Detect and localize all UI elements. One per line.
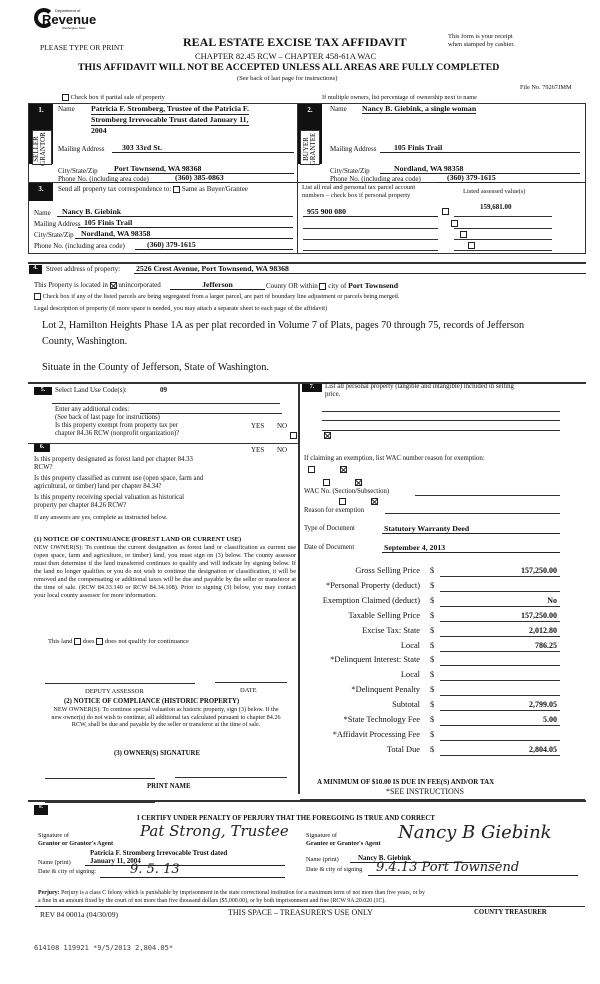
current-use-no-checkbox[interactable] <box>355 479 362 486</box>
seller-phone: (360) 385-0863 <box>165 173 294 183</box>
grantee-name-print-label: Name (print) <box>306 856 339 863</box>
notice1-body: NEW OWNER(S): To continue the current designation as forest land or classification as current use (open space, farm and agriculture, or timber) land, you must sign on (3) below. The county assessor must then determine if the land transferred continues to qualify and will indicate by signing below. If the land no longer qualifies or you do not wish to continue the designation or classification, it will be removed and the compensating or additional taxes will be due and payable by the seller or transferor at the time of sale. (RCW 84.33.140 or RCW 84.34.108). Prior to signing (3) below, you may contact your local county assessor for more information. <box>34 544 296 599</box>
legal-description-1: Lot 2, Hamilton Heights Phase 1A as per plat recorded in Volume 7 of Plats, pages 70 through 75, records of Jefferson <box>42 320 525 331</box>
section-3-tab: 3. <box>29 183 53 201</box>
sec3-mail: 105 Finis Trail <box>78 218 293 228</box>
wac-label: WAC No. (Section/Subsection) <box>304 488 390 495</box>
buyer-grantee-label: BUYER GRANTEE <box>302 132 317 166</box>
seller-city-label: City/State/Zip <box>58 167 98 175</box>
seller-name-label: Name <box>58 105 75 113</box>
section-4-tab: 4. <box>29 265 42 274</box>
legal-description-3: Situate in the County of Jefferson, State of Washington. <box>42 362 269 373</box>
section-7-tab: 7. <box>302 384 322 392</box>
parcel-number: 955 900 080 <box>303 207 438 217</box>
certify-statement: I CERTIFY UNDER PENALTY OF PERJURY THAT THE FOREGOING IS TRUE AND CORRECT <box>137 815 435 822</box>
tax-row-value: 157,250.00 <box>440 611 560 622</box>
grantor-name-1: Patricia F. Stromberg Irrevocable Trust dated <box>90 849 228 857</box>
personal-property-checkbox-3[interactable] <box>460 231 467 238</box>
buyer-name: Nancy B. Giebink, a single woman <box>362 104 477 113</box>
currency-symbol: $ <box>430 640 435 650</box>
personal-property-label: List all personal property (tangible and intangible) included in selling price. <box>325 383 514 398</box>
tax-row-value: No <box>440 596 560 607</box>
street-address: 2526 Crest Avenue, Port Townsend, WA 98368 <box>134 264 586 274</box>
tax-row-value: 786.25 <box>440 641 560 652</box>
multiple-owners-note: If multiple owners, list percentage of ownership next to name <box>322 94 477 101</box>
deputy-date: DATE <box>240 687 257 694</box>
historic-no-checkbox[interactable] <box>371 498 378 505</box>
grantee-date-label: Date & city of signing <box>306 866 363 873</box>
sec6-yes: YES <box>251 446 265 454</box>
forest-no-checkbox[interactable] <box>340 466 347 473</box>
sec3-name-label: Name <box>34 209 51 217</box>
nonprofit-no-checkbox[interactable] <box>324 432 331 439</box>
does-not-qualify-checkbox[interactable] <box>96 638 103 645</box>
seller-grantor-label: SELLER GRANTOR <box>32 132 47 166</box>
currency-symbol: $ <box>430 625 435 635</box>
tax-row-label: Subtotal <box>392 700 420 710</box>
land-use-label: Select Land Use Code(s): <box>55 386 127 394</box>
seller-mail-label: Mailing Address <box>58 145 105 153</box>
county: Jefferson <box>170 280 265 290</box>
see-back-note: (See back of last page for instructions) <box>237 75 338 82</box>
unincorporated-checkbox[interactable] <box>110 282 117 289</box>
segregated-checkbox[interactable] <box>34 293 41 300</box>
tax-row-label: Local <box>400 640 420 650</box>
notice2-title: (2) NOTICE OF COMPLIANCE (HISTORIC PROPERTY) <box>64 698 240 705</box>
historic-yes-checkbox[interactable] <box>339 498 346 505</box>
partial-sale: Check box if partial sale of property <box>62 94 165 101</box>
tax-row-value: 2,799.05 <box>440 700 560 711</box>
tax-row-value <box>440 685 560 696</box>
grantee-signature: Nancy B Giebink <box>398 822 552 843</box>
sec5-yes: YES <box>251 422 265 430</box>
grantor-date-label: Date & city of signing: <box>38 868 97 875</box>
minimum-due-note: A MINIMUM OF $10.00 IS DUE IN FEE(S) AND/OR TAX <box>317 778 495 786</box>
tax-row-value <box>440 655 560 666</box>
seller-mail: 303 33rd St. <box>112 143 294 153</box>
print-name-label: PRINT NAME <box>147 783 191 790</box>
tax-row-value: 2,804.05 <box>440 745 560 756</box>
currency-symbol: $ <box>430 715 435 724</box>
seller-city: Port Townsend, WA 98368 <box>108 164 294 174</box>
sec3-phone-label: Phone No. (including area code) <box>34 242 125 250</box>
personal-property-checkbox-4[interactable] <box>468 242 475 249</box>
tax-row-value <box>440 670 560 681</box>
legal-label: Legal description of property (if more space is needed, you may attach a separate sheet to each page of the affidavit) <box>34 305 328 312</box>
sec3-phone: (360) 379-1615 <box>135 240 293 250</box>
personal-property-checkbox-1[interactable] <box>442 208 449 215</box>
notice1-title: (1) NOTICE OF CONTINUANCE (FOREST LAND OR CURRENT USE) <box>34 536 242 543</box>
seller-name: Patricia F. Stromberg, Trustee of the Patricia F. Stromberg Irrevocable Trust dated January 11, 2004 <box>91 104 249 135</box>
grantor-date: 9. 5. 13 <box>100 862 285 878</box>
assessed-value: 159,681.00 <box>480 203 512 211</box>
currency-symbol: $ <box>430 744 435 754</box>
sec3-city-label: City/State/Zip <box>34 231 74 239</box>
grantor-name-print-label: Name (print) <box>38 859 71 866</box>
grantee-date: 9.4.13 Port Townsend <box>368 860 578 876</box>
tax-row-label: Gross Selling Price <box>355 566 420 575</box>
buyer-mail: 105 Finis Trail <box>380 143 580 153</box>
location-line: This Property is located in unincorporated <box>34 281 161 289</box>
grantor-sig-label: Signature of Grantor or Grantor's Agent <box>38 832 114 847</box>
logo-main: Revenue <box>42 12 97 27</box>
receipt-stamp: 614108 119921 *9/5/2013 2,804.05* <box>34 944 174 952</box>
tax-row-label: *Personal Property (deduct) <box>326 580 420 590</box>
section-1-tab: 1. <box>29 104 53 164</box>
currency-symbol: $ <box>430 655 435 665</box>
warning-banner: THIS AFFIDAVIT WILL NOT BE ACCEPTED UNLESS ALL AREAS ARE FULLY COMPLETED <box>78 62 500 73</box>
tax-row-label: Total Due <box>386 744 420 754</box>
send-correspondence: Send all property tax correspondence to: Same as Buyer/Grantee <box>58 185 248 193</box>
county-treasurer: COUNTY TREASURER <box>474 909 547 916</box>
tax-row-value: 2,012.80 <box>440 626 560 637</box>
reason-label: Reason for exemption <box>304 507 365 514</box>
currency-symbol: $ <box>430 670 435 680</box>
currency-symbol: $ <box>430 700 435 710</box>
doc-type-label: Type of Document <box>304 525 355 532</box>
city-within: County OR within city of Port Townsend <box>266 281 399 290</box>
assessed-header: Listed assessed value(s) <box>463 188 526 195</box>
tax-row-value: 5.00 <box>440 715 560 726</box>
please-type: PLEASE TYPE OR PRINT <box>40 43 124 52</box>
current-use-yes-checkbox[interactable] <box>323 479 330 486</box>
sec6-q2: Is this property classified as current use (open space, farm and agricultural, or timber) land per chapter 84.34? <box>34 475 204 490</box>
currency-symbol: $ <box>430 610 435 620</box>
tax-row-label: Local <box>400 670 420 680</box>
currency-symbol: $ <box>430 566 435 575</box>
chapter-line: CHAPTER 82.45 RCW – CHAPTER 458-61A WAC <box>195 51 377 61</box>
forest-yes-checkbox[interactable] <box>308 466 315 473</box>
buyer-city-label: City/State/Zip <box>330 167 370 175</box>
same-as-buyer-checkbox[interactable] <box>173 186 180 193</box>
sec3-mail-label: Mailing Address <box>34 220 81 228</box>
currency-symbol: $ <box>430 685 435 695</box>
logo-top: Department of <box>55 8 81 13</box>
form-title: REAL ESTATE EXCISE TAX AFFIDAVIT <box>183 35 407 49</box>
see-instructions: *SEE INSTRUCTIONS <box>386 787 465 796</box>
sec6-q3: Is this property receiving special valuation as historical property per chapter 84.26 RCW? <box>34 494 185 509</box>
exemption-label: If claiming an exemption, list WAC number reason for exemption: <box>304 455 485 462</box>
file-no: File No. 79267JMM <box>520 84 572 91</box>
tax-row-label: *State Technology Fee <box>343 715 420 724</box>
grantee-name: Nancy B. Giebink <box>350 854 500 863</box>
land-use-code: 09 <box>160 386 167 394</box>
section-5-tab: 5. <box>34 387 52 395</box>
currency-symbol: $ <box>430 595 435 605</box>
tax-row-value <box>440 581 560 592</box>
logo-sub: Washington State <box>62 26 86 30</box>
buyer-city: Nordland, WA 98358 <box>380 164 580 174</box>
sec5-text: Enter any additional codes: (See back of last page for instructions) Is this property exempt from property tax per chapter 84.36 RCW (nonprofit organization)? <box>55 406 180 437</box>
continuance-line: This land does does not qualify for continuance <box>48 638 189 645</box>
owner-signature-label: (3) OWNER(S) SIGNATURE <box>114 750 200 757</box>
grantee-sig-label: Signature of Grantee or Grantee's Agent <box>306 832 381 847</box>
nonprofit-yes-checkbox[interactable] <box>290 432 297 439</box>
deputy-assessor: DEPUTY ASSESSOR <box>85 688 144 695</box>
section-2-tab: 2. <box>298 104 322 164</box>
sec6-no: NO <box>277 446 288 454</box>
tax-row-label: Taxable Selling Price <box>348 610 420 620</box>
doc-date-label: Date of Document <box>304 544 355 551</box>
doc-type: Statutory Warranty Deed <box>382 524 560 534</box>
section-6-tab: 6. <box>34 444 50 452</box>
perjury-note: Perjury: Perjury is a class C felony which is punishable by imprisonment in the state correctional institution for a maximum term of not more than five years, or by a fine in an amount fixed by the court of not more than five thousand dollars ($5,000.00), or by both imprisonment and fine (RCW 9A.20.020 (1C). <box>38 890 425 904</box>
grantor-signature: Pat Strong, Trustee <box>140 822 289 840</box>
does-qualify-checkbox[interactable] <box>74 638 81 645</box>
buyer-name-label: Name <box>330 105 347 113</box>
section-8-tab: 8. <box>34 805 48 815</box>
if-yes-note: If any answers are yes, complete as instructed below. <box>34 514 168 521</box>
sec3-city: Nordland, WA 98358 <box>75 229 293 239</box>
tax-row-value <box>440 730 560 741</box>
buyer-phone: (360) 379-1615 <box>437 173 580 183</box>
notice2-body: NEW OWNER(S): To continue special valuation as historic property, sign (3) below. If the new owner(s) do not wish to continue, all additional tax calculated pursuant to chapter 84.26 RCW, shall be due and payable by the seller or transferor at the time of sale. <box>51 706 281 729</box>
buyer-phone-label: Phone No. (including area code) <box>330 175 421 183</box>
segregated-line: Check box if any of the listed parcels are being segregated from a larger parcel, are part of boundary line adjustment or parcels being merged. <box>34 293 399 300</box>
parcel-header: List all real and personal tax parcel account numbers – check box if personal property <box>302 184 416 199</box>
tax-row-label: *Delinquent Penalty <box>351 685 420 695</box>
sec3-name: Nancy B. Giebink <box>57 207 293 217</box>
doc-date: September 4, 2013 <box>382 543 560 553</box>
grantor-name-2: January 11, 2004 <box>85 857 285 866</box>
personal-property-checkbox-2[interactable] <box>451 220 458 227</box>
legal-description-2: County, Washington. <box>42 336 128 347</box>
buyer-mail-label: Mailing Address <box>330 145 377 153</box>
form-revision: REV 84 0001a (04/30/09) <box>40 910 118 919</box>
seller-phone-label: Phone No. (including area code) <box>58 175 149 183</box>
sec5-no: NO <box>277 422 288 430</box>
tax-row-label: *Affidavit Processing Fee <box>332 729 420 739</box>
tax-row-label: Excise Tax: State <box>362 625 420 635</box>
tax-row-value: 157,250.00 <box>440 566 560 577</box>
receipt-note: This form is your receipt when stamped by cashier. <box>448 33 515 48</box>
sec6-q1: Is this property designated as forest land per chapter 84.33 RCW? <box>34 456 193 471</box>
tax-row-label: *Delinquent Interest: State <box>330 655 420 665</box>
treasurer-use-only: THIS SPACE – TREASURER'S USE ONLY <box>228 908 373 917</box>
street-label: Street address of property: <box>46 265 121 273</box>
city-checkbox[interactable] <box>319 283 326 290</box>
partial-sale-checkbox[interactable] <box>62 94 69 101</box>
currency-symbol: $ <box>430 580 435 590</box>
tax-row-label: Exemption Claimed (deduct) <box>322 595 420 605</box>
currency-symbol: $ <box>430 729 435 739</box>
